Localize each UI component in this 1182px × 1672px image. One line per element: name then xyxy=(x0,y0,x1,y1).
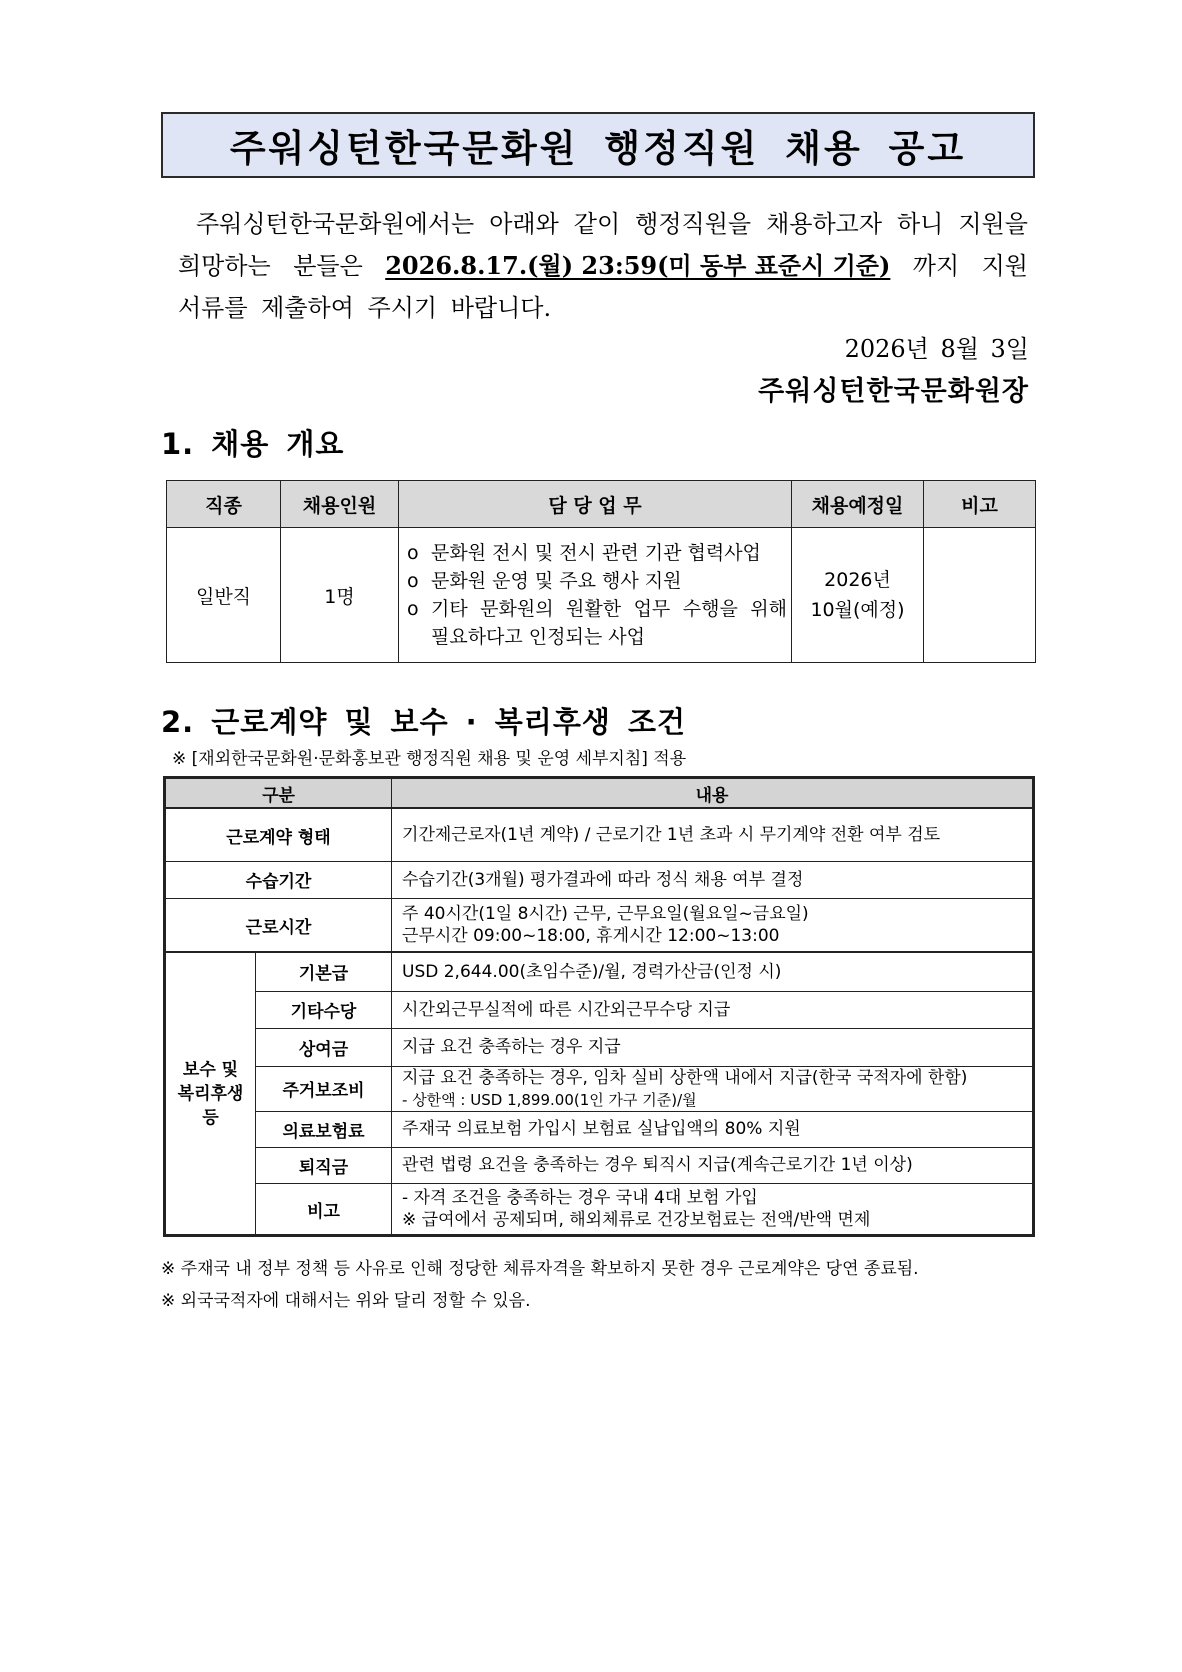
table-row xyxy=(166,1112,1033,1148)
col-header: 채용예정일 xyxy=(792,481,924,528)
group-label-line: 등 xyxy=(202,1107,219,1128)
bullet: o xyxy=(407,570,419,592)
row-value: 지급 요건 충족하는 경우 지급 xyxy=(392,1029,1033,1067)
table-row xyxy=(166,1184,1033,1235)
value-line: - 자격 조건을 충족하는 경우 국내 4대 보험 가입 xyxy=(402,1188,758,1209)
page-title: 주워싱턴한국문화원 행정직원 채용 공고 xyxy=(229,127,967,170)
value-line: ※ 급여에서 공제되며, 해외체류로 건강보험료는 전액/반액 면제 xyxy=(402,1210,871,1231)
headcount-cell: 1명 xyxy=(281,528,399,663)
row-value xyxy=(392,899,1033,953)
intro-line-3: 서류를 제출하여 주시기 바랍니다. xyxy=(178,294,552,322)
duty-item xyxy=(407,595,787,623)
table-row xyxy=(167,528,1036,663)
job-type-cell: 일반직 xyxy=(167,528,281,663)
col-header: 비고 xyxy=(924,481,1036,528)
row-value: 기간제근로자(1년 계약) / 근로기간 1년 초과 시 무기계약 전환 여부 검토 xyxy=(392,808,1033,861)
value-line: 지급 요건 충족하는 경우, 임차 실비 상한액 내에서 지급(한국 국적자에 한함) xyxy=(402,1067,968,1088)
remark-cell xyxy=(924,528,1036,663)
bullet: o xyxy=(407,598,419,620)
duty-text: 기타 문화원의 원활한 업무 수행을 위해 xyxy=(431,598,787,620)
table-header-row xyxy=(166,779,1033,809)
schedule-line: 10월(예정) xyxy=(810,599,905,621)
signer: 주워싱턴한국문화원장 xyxy=(758,376,1029,407)
row-value: 관련 법령 요건을 충족하는 경우 퇴직시 지급(계속근로기간 1년 이상) xyxy=(392,1147,1033,1184)
intro-word: 채용하고자 xyxy=(766,210,882,238)
intro-line-1 xyxy=(178,203,1028,245)
row-value: 시간외근무실적에 따른 시간외근무수당 지급 xyxy=(392,991,1033,1029)
row-value xyxy=(392,1184,1033,1235)
intro-word: 지원 xyxy=(981,252,1028,280)
col-header: 구분 xyxy=(166,779,392,809)
row-label: 비고 xyxy=(256,1184,392,1235)
intro-word: 아래와 xyxy=(489,210,559,238)
row-value: 주재국 의료보험 가입시 보험료 실납입액의 80% 지원 xyxy=(392,1112,1033,1148)
row-value: 수습기간(3개월) 평가결과에 따라 정식 채용 여부 결정 xyxy=(392,861,1033,899)
duty-text: 문화원 운영 및 주요 행사 지원 xyxy=(431,570,682,592)
col-header: 채용인원 xyxy=(281,481,399,528)
schedule-cell xyxy=(792,528,924,663)
bullet: o xyxy=(407,542,419,564)
notice-date: 2026년 8월 3일 xyxy=(844,335,1029,363)
intro-line-2 xyxy=(178,245,1028,287)
section-1-heading: 1. 채용 개요 xyxy=(161,427,345,461)
table-row xyxy=(166,808,1033,861)
title-box xyxy=(161,112,1035,178)
row-label: 주거보조비 xyxy=(256,1066,392,1112)
duty-text: 문화원 전시 및 전시 관련 기관 협력사업 xyxy=(431,542,761,564)
row-label: 수습기간 xyxy=(166,861,392,899)
guideline-note: ※ [재외한국문화원·문화홍보관 행정직원 채용 및 운영 세부지침] 적용 xyxy=(172,749,687,769)
duties-cell xyxy=(399,528,792,663)
conditions-table-frame xyxy=(163,776,1035,1237)
col-header: 직종 xyxy=(167,481,281,528)
recruitment-overview-table xyxy=(166,480,1036,663)
table-row xyxy=(166,952,1033,991)
duty-continuation: 필요하다고 인정되는 사업 xyxy=(431,626,645,648)
intro-word: 같이 xyxy=(573,210,621,238)
row-label: 기본급 xyxy=(256,952,392,991)
group-label-line: 복리후생 xyxy=(177,1083,244,1104)
row-value xyxy=(392,1066,1033,1112)
intro-word: 하니 xyxy=(897,210,944,238)
value-line: 근무시간 09:00~18:00, 휴게시간 12:00~13:00 xyxy=(402,926,780,947)
intro-word: 까지 xyxy=(912,252,960,280)
intro-word: 주워싱턴한국문화원에서는 xyxy=(196,210,475,238)
intro-paragraph xyxy=(178,203,1028,329)
row-label: 의료보험료 xyxy=(256,1112,392,1148)
row-label: 퇴직금 xyxy=(256,1147,392,1184)
schedule-line: 2026년 xyxy=(824,569,891,591)
table-row xyxy=(166,861,1033,899)
col-header: 내용 xyxy=(392,779,1033,809)
deadline-text: 2026.8.17.(월) 23:59(미 동부 표준시 기준) xyxy=(385,251,891,280)
table-row xyxy=(166,1147,1033,1184)
intro-word: 희망하는 xyxy=(178,252,271,280)
duty-item xyxy=(407,567,787,595)
intro-word: 분들은 xyxy=(293,252,363,280)
intro-word: 행정직원을 xyxy=(635,210,752,238)
table-header-row xyxy=(167,481,1036,528)
row-label: 근로시간 xyxy=(166,899,392,953)
table-row xyxy=(166,991,1033,1029)
row-label: 상여금 xyxy=(256,1029,392,1067)
footnote: ※ 외국국적자에 대해서는 위와 달리 정할 수 있음. xyxy=(161,1291,531,1311)
table-row xyxy=(166,1066,1033,1112)
duty-item xyxy=(407,539,787,567)
group-label-line: 보수 및 xyxy=(182,1059,239,1080)
table-row xyxy=(166,899,1033,953)
section-2-heading: 2. 근로계약 및 보수 · 복리후생 조건 xyxy=(161,705,686,739)
intro-word: 지원을 xyxy=(958,210,1028,238)
value-line: - 상한액 : USD 1,899.00(1인 가구 기준)/월 xyxy=(402,1090,697,1109)
table-row xyxy=(166,1029,1033,1067)
row-value: USD 2,644.00(초임수준)/월, 경력가산금(인정 시) xyxy=(392,952,1033,991)
row-label: 근로계약 형태 xyxy=(166,808,392,861)
col-header: 담 당 업 무 xyxy=(399,481,792,528)
footnote: ※ 주재국 내 정부 정책 등 사유로 인해 정당한 체류자격을 확보하지 못한 경우 근로계약은 당연 종료됨. xyxy=(161,1259,919,1279)
group-label-cell xyxy=(166,952,256,1234)
row-label: 기타수당 xyxy=(256,991,392,1029)
conditions-table xyxy=(165,778,1033,1235)
value-line: 주 40시간(1일 8시간) 근무, 근무요일(월요일~금요일) xyxy=(402,904,809,925)
